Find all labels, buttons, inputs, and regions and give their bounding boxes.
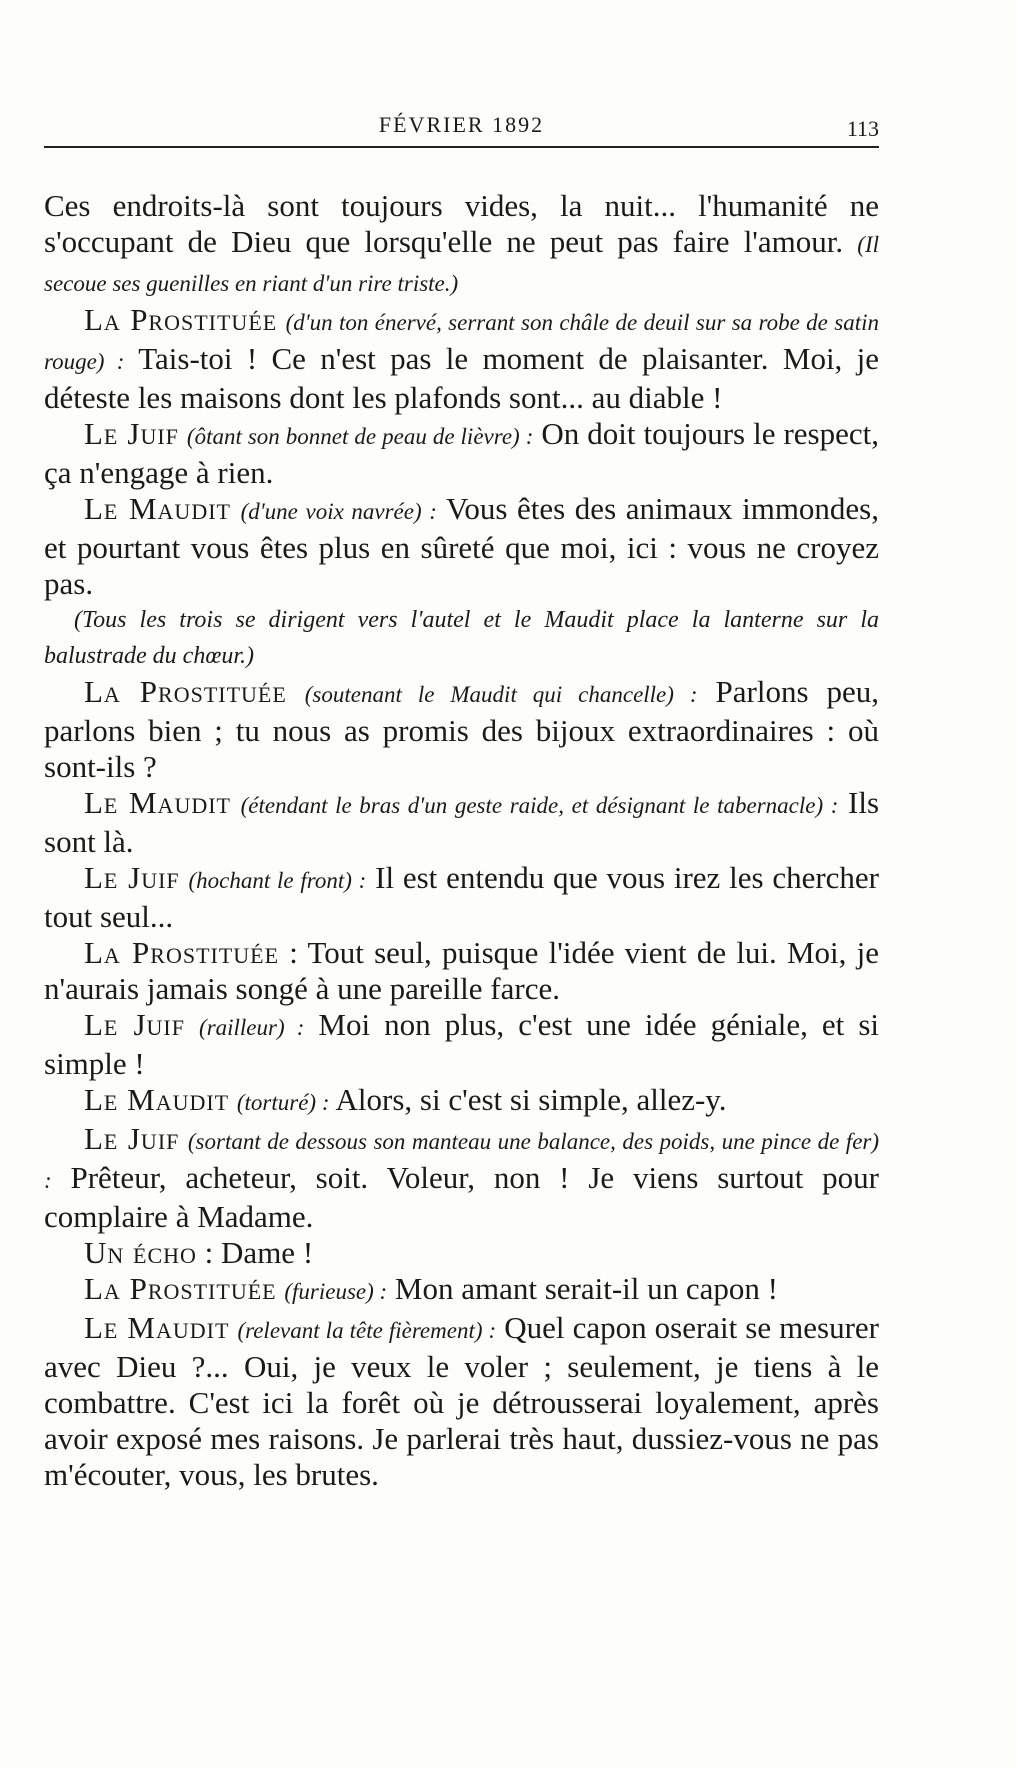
speaker-name: Le Juif	[84, 416, 179, 451]
stage-direction: :	[289, 935, 298, 970]
speech	[44, 1271, 879, 1310]
speech	[44, 416, 879, 491]
speech-text: Parlons peu, parlons bien ; tu nous as promis des bijoux extraordinaires : où sont-ils ?	[44, 674, 879, 784]
speech-text: On doit toujours le respect, ça n'engage à rien.	[44, 416, 879, 490]
speaker-name: La Prostituée	[84, 302, 278, 337]
stage-note: (Tous les trois se dirigent vers l'autel et le Maudit place la lanterne sur la balustrade du chœur.)	[44, 607, 879, 669]
stage-direction: (relevant la tête fièrement) :	[237, 1318, 497, 1343]
speech-text: Ces endroits-là sont toujours vides, la nuit... l'humanité ne s'occupant de Dieu que lorsqu'elle ne peut pas faire l'amour.	[44, 188, 879, 259]
speech-text: Il est entendu que vous irez les chercher tout seul...	[44, 860, 880, 934]
speech-text: Mon amant serait-il un capon !	[387, 1271, 779, 1306]
speech	[44, 1082, 879, 1121]
speaker-name: Le Juif	[84, 1007, 185, 1042]
stage-direction: (Il secoue ses guenilles en riant d'un rire triste.)	[44, 232, 879, 296]
stage-direction: (d'une voix navrée) :	[240, 499, 437, 524]
speaker-name: Le Juif	[84, 1121, 180, 1156]
speech-text: Quel capon oserait se mesurer avec Dieu ?... Oui, je veux le voler ; seulement, je tiens à le combattre. C'est ici la forêt où je détrousserai loyalement, après avoir exposé mes raisons. Je parlerai très haut, dussiez-vous ne pas m'écouter, vous, les brutes.	[44, 1310, 880, 1492]
speech-text: Tais-toi ! Ce n'est pas le moment de plaisanter. Moi, je déteste les maisons dont les plafonds sont... au diable !	[44, 341, 880, 415]
running-title: FÉVRIER 1892	[378, 112, 545, 137]
stage-direction: (railleur) :	[199, 1015, 305, 1040]
stage-direction: :	[204, 1235, 214, 1270]
stage-direction: (torturé) :	[236, 1090, 330, 1115]
speech	[44, 1121, 879, 1235]
speech	[44, 860, 879, 935]
speech-text: Vous êtes des animaux immondes, et pourtant vous êtes plus en sûreté que moi, ici : vous ne croyez pas.	[44, 491, 879, 601]
stage-direction: (soutenant le Maudit qui chancelle) :	[304, 682, 698, 707]
page-number: 113	[846, 116, 879, 141]
speaker-name: Le Maudit	[84, 785, 231, 820]
speech-text: Alors, si c'est si simple, allez-y.	[329, 1082, 727, 1117]
speaker-name: La Prostituée	[84, 1271, 277, 1306]
page-header	[44, 112, 879, 148]
paragraph	[44, 188, 879, 302]
stage-direction: (furieuse) :	[284, 1279, 388, 1304]
body-text	[44, 188, 879, 1493]
stage-direction: (ôtant son bonnet de peau de lièvre) :	[186, 424, 534, 449]
stage-direction: (étendant le bras d'un geste raide, et désignant le tabernacle) :	[240, 793, 839, 818]
speech	[44, 1007, 879, 1082]
speech	[44, 1310, 879, 1493]
speaker-name: Le Juif	[84, 860, 180, 895]
speech	[44, 674, 879, 785]
speaker-name: La Prostituée	[84, 935, 280, 970]
speech-text: Prêteur, acheteur, soit. Voleur, non ! Je viens surtout pour complaire à Madame.	[44, 1160, 879, 1234]
stage-direction: (d'un ton énervé, serrant son châle de deuil sur sa robe de satin rouge) :	[44, 310, 879, 374]
speech-text: Dame !	[213, 1235, 314, 1270]
speech-text: Ils sont là.	[44, 785, 880, 859]
speech-text: Moi non plus, c'est une idée géniale, et si simple !	[44, 1007, 880, 1081]
speaker-name: La Prostituée	[84, 674, 287, 709]
speech	[44, 491, 879, 602]
speech	[44, 302, 879, 416]
speech	[44, 1235, 879, 1271]
speaker-name: Le Maudit	[84, 491, 231, 526]
speaker-name: Un écho	[84, 1235, 197, 1270]
speaker-name: Le Maudit	[84, 1082, 230, 1117]
speech-text: Tout seul, puisque l'idée vient de lui. Moi, je n'aurais jamais songé à une pareille farce.	[44, 935, 879, 1006]
speech	[44, 785, 879, 860]
stage-direction: (hochant le front) :	[188, 868, 367, 893]
speaker-name: Le Maudit	[84, 1310, 230, 1345]
stage-direction: (sortant de dessous son manteau une balance, des poids, une pince de fer) :	[44, 1129, 880, 1193]
speech	[44, 935, 879, 1007]
